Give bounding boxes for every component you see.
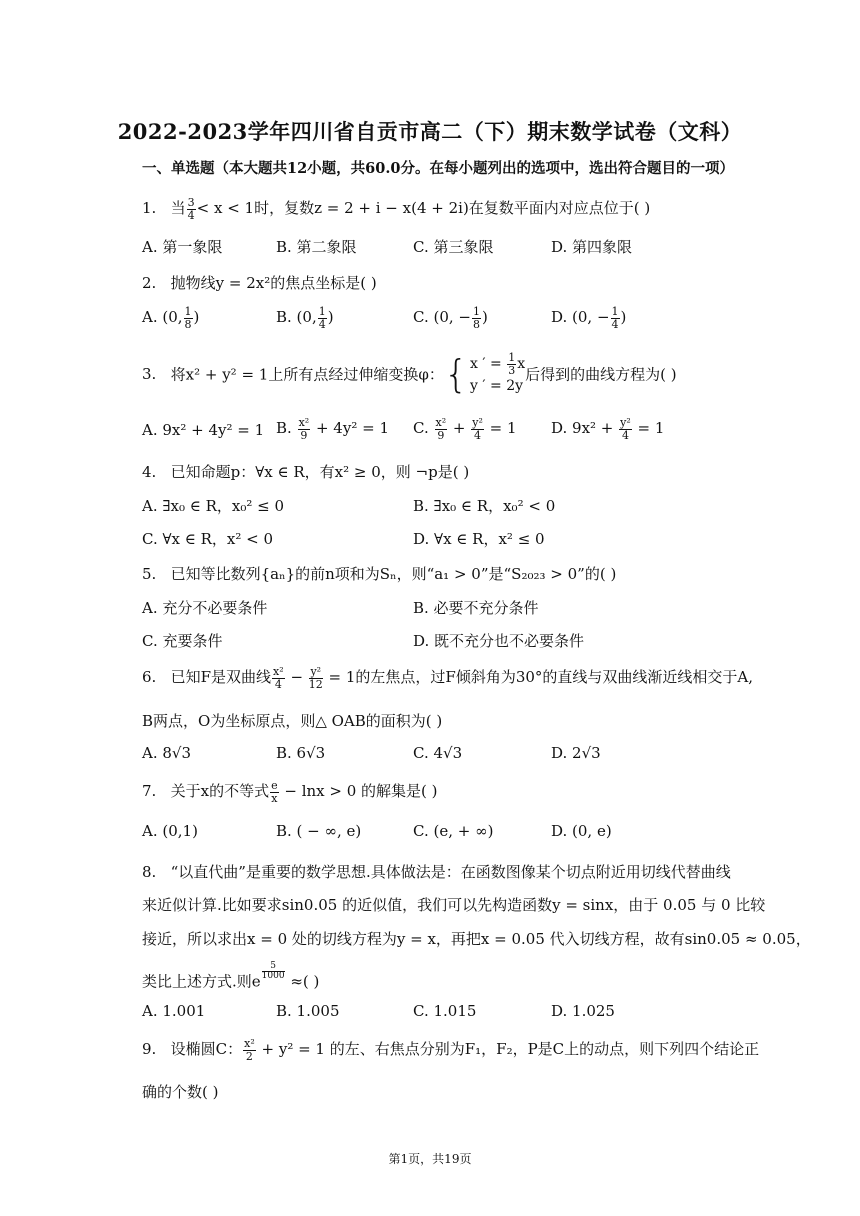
question-7: 7. 关于x的不等式 $\frac{e}{x}$ − lnx > 0 的解集是( ) xyxy=(142,779,438,805)
question-8-cont: 来近似计算.比如要求sin0.05 的近似值，我们可以先构造函数y = sinx，由于 0.05 与 0 比较 xyxy=(142,896,766,914)
option-a: A. 8√3 xyxy=(142,744,192,762)
brace-icon: { xyxy=(443,352,469,397)
question-9: 9. 设椭圆C： $\frac{\text{x²}}{2}$ + y² = 1 的左、右焦点分别为F₁，F₂，P是C上的动点，则下列四个结论正 xyxy=(142,1037,760,1063)
option-a: A. 1.001 xyxy=(142,1002,206,1020)
option-c: C. ∀x ∈ R，x² < 0 xyxy=(142,530,274,548)
option-d: D. (0, e) xyxy=(551,822,612,840)
page-footer: 第1页，共19页 xyxy=(388,1152,472,1166)
question-6-cont: B两点，O为坐标原点，则△ OAB的面积为( ) xyxy=(142,712,443,730)
option-d: D. (0, − $\frac{1}{4}$ ) xyxy=(551,305,627,331)
option-a: A. ∃x₀ ∈ R，x₀² ≤ 0 xyxy=(142,497,285,515)
option-b: B. 必要不充分条件 xyxy=(413,599,539,617)
page-title: 2022-2023学年四川省自贡市高二（下）期末数学试卷（文科） xyxy=(117,119,743,144)
option-b: B. 6√3 xyxy=(276,744,326,762)
question-1: 1. 当 $\frac{3}{4}$ < x < 1时，复数z = 2 + i − x(4 + 2i)在复数平面内对应点位于( ) xyxy=(142,196,651,222)
question-2: 2. 抛物线y = 2x²的焦点坐标是( ) xyxy=(142,274,377,292)
option-a: A. 充分不必要条件 xyxy=(142,599,268,617)
option-a: A. (0,1) xyxy=(142,822,198,840)
option-b: B. 第二象限 xyxy=(276,238,357,256)
question-8-cont: 类比上述方式.则e $\frac{5}{1000}$ ≈( ) xyxy=(142,961,320,991)
question-6: 6. 已知F是双曲线 $\frac{\text{x²}}{4}$ − $\frac{\text{y²}}{12}$ = 1的左焦点，过F倾斜角为30°的直线与双曲线渐近线相交于A, xyxy=(142,665,754,691)
question-8-cont: 接近，所以求出x = 0 处的切线方程为y = x，再把x = 0.05 代入切线方程，故有sin0.05 ≈ 0.05， xyxy=(142,930,811,948)
question-3: 3. 将x² + y² = 1上所有点经过伸缩变换φ：{ x ′ = $\frac{1}{3}$ x y ′ = 2y 后得到的曲线方程为( ) xyxy=(142,351,677,397)
question-8: 8. “以直代曲”是重要的数学思想.具体做法是：在函数图像某个切点附近用切线代替曲线 xyxy=(142,863,731,881)
option-a: A. 9x² + 4y² = 1 xyxy=(142,421,265,439)
option-d: D. 既不充分也不必要条件 xyxy=(413,632,585,650)
option-b: B. 1.005 xyxy=(276,1002,340,1020)
option-b: B. (0, $\frac{1}{4}$ ) xyxy=(276,305,334,331)
option-c: C. (0, − $\frac{1}{8}$ ) xyxy=(413,305,488,331)
option-b: B. ( − ∞, e) xyxy=(276,822,362,840)
option-c: C. $\frac{\text{x²}}{9}$ + $\frac{\text{y²}}{4}$ = 1 xyxy=(413,416,517,442)
fraction: $\frac{3}{4}$ xyxy=(187,196,195,222)
transform-system: x ′ = $\frac{1}{3}$ x y ′ = 2y xyxy=(470,351,526,395)
option-b: B. $\frac{\text{x²}}{9}$ + 4y² = 1 xyxy=(276,416,389,442)
option-a: A. 第一象限 xyxy=(142,238,223,256)
option-a: A. (0, $\frac{1}{8}$ ) xyxy=(142,305,200,331)
section-heading: 一、单选题（本大题共12小题，共60.0分。在每小题列出的选项中，选出符合题目的一项） xyxy=(142,160,734,177)
option-c: C. 4√3 xyxy=(413,744,463,762)
option-c: C. 第三象限 xyxy=(413,238,494,256)
option-c: C. 充要条件 xyxy=(142,632,223,650)
option-c: C. 1.015 xyxy=(413,1002,477,1020)
option-b: B. ∃x₀ ∈ R，x₀² < 0 xyxy=(413,497,556,515)
option-d: D. 第四象限 xyxy=(551,238,633,256)
option-c: C. (e, + ∞) xyxy=(413,822,494,840)
option-d: D. ∀x ∈ R，x² ≤ 0 xyxy=(413,530,545,548)
question-5: 5. 已知等比数列{aₙ}的前n项和为Sₙ，则“a₁ > 0”是“S₂₀₂₃ > 0”的( ) xyxy=(142,565,617,583)
question-9-cont: 确的个数( ) xyxy=(142,1083,219,1101)
option-d: D. 2√3 xyxy=(551,744,601,762)
question-4: 4. 已知命题p：∀x ∈ R，有x² ≥ 0，则 ¬p是( ) xyxy=(142,463,470,481)
option-d: D. 1.025 xyxy=(551,1002,615,1020)
option-d: D. 9x² + $\frac{\text{y²}}{4}$ = 1 xyxy=(551,416,665,442)
